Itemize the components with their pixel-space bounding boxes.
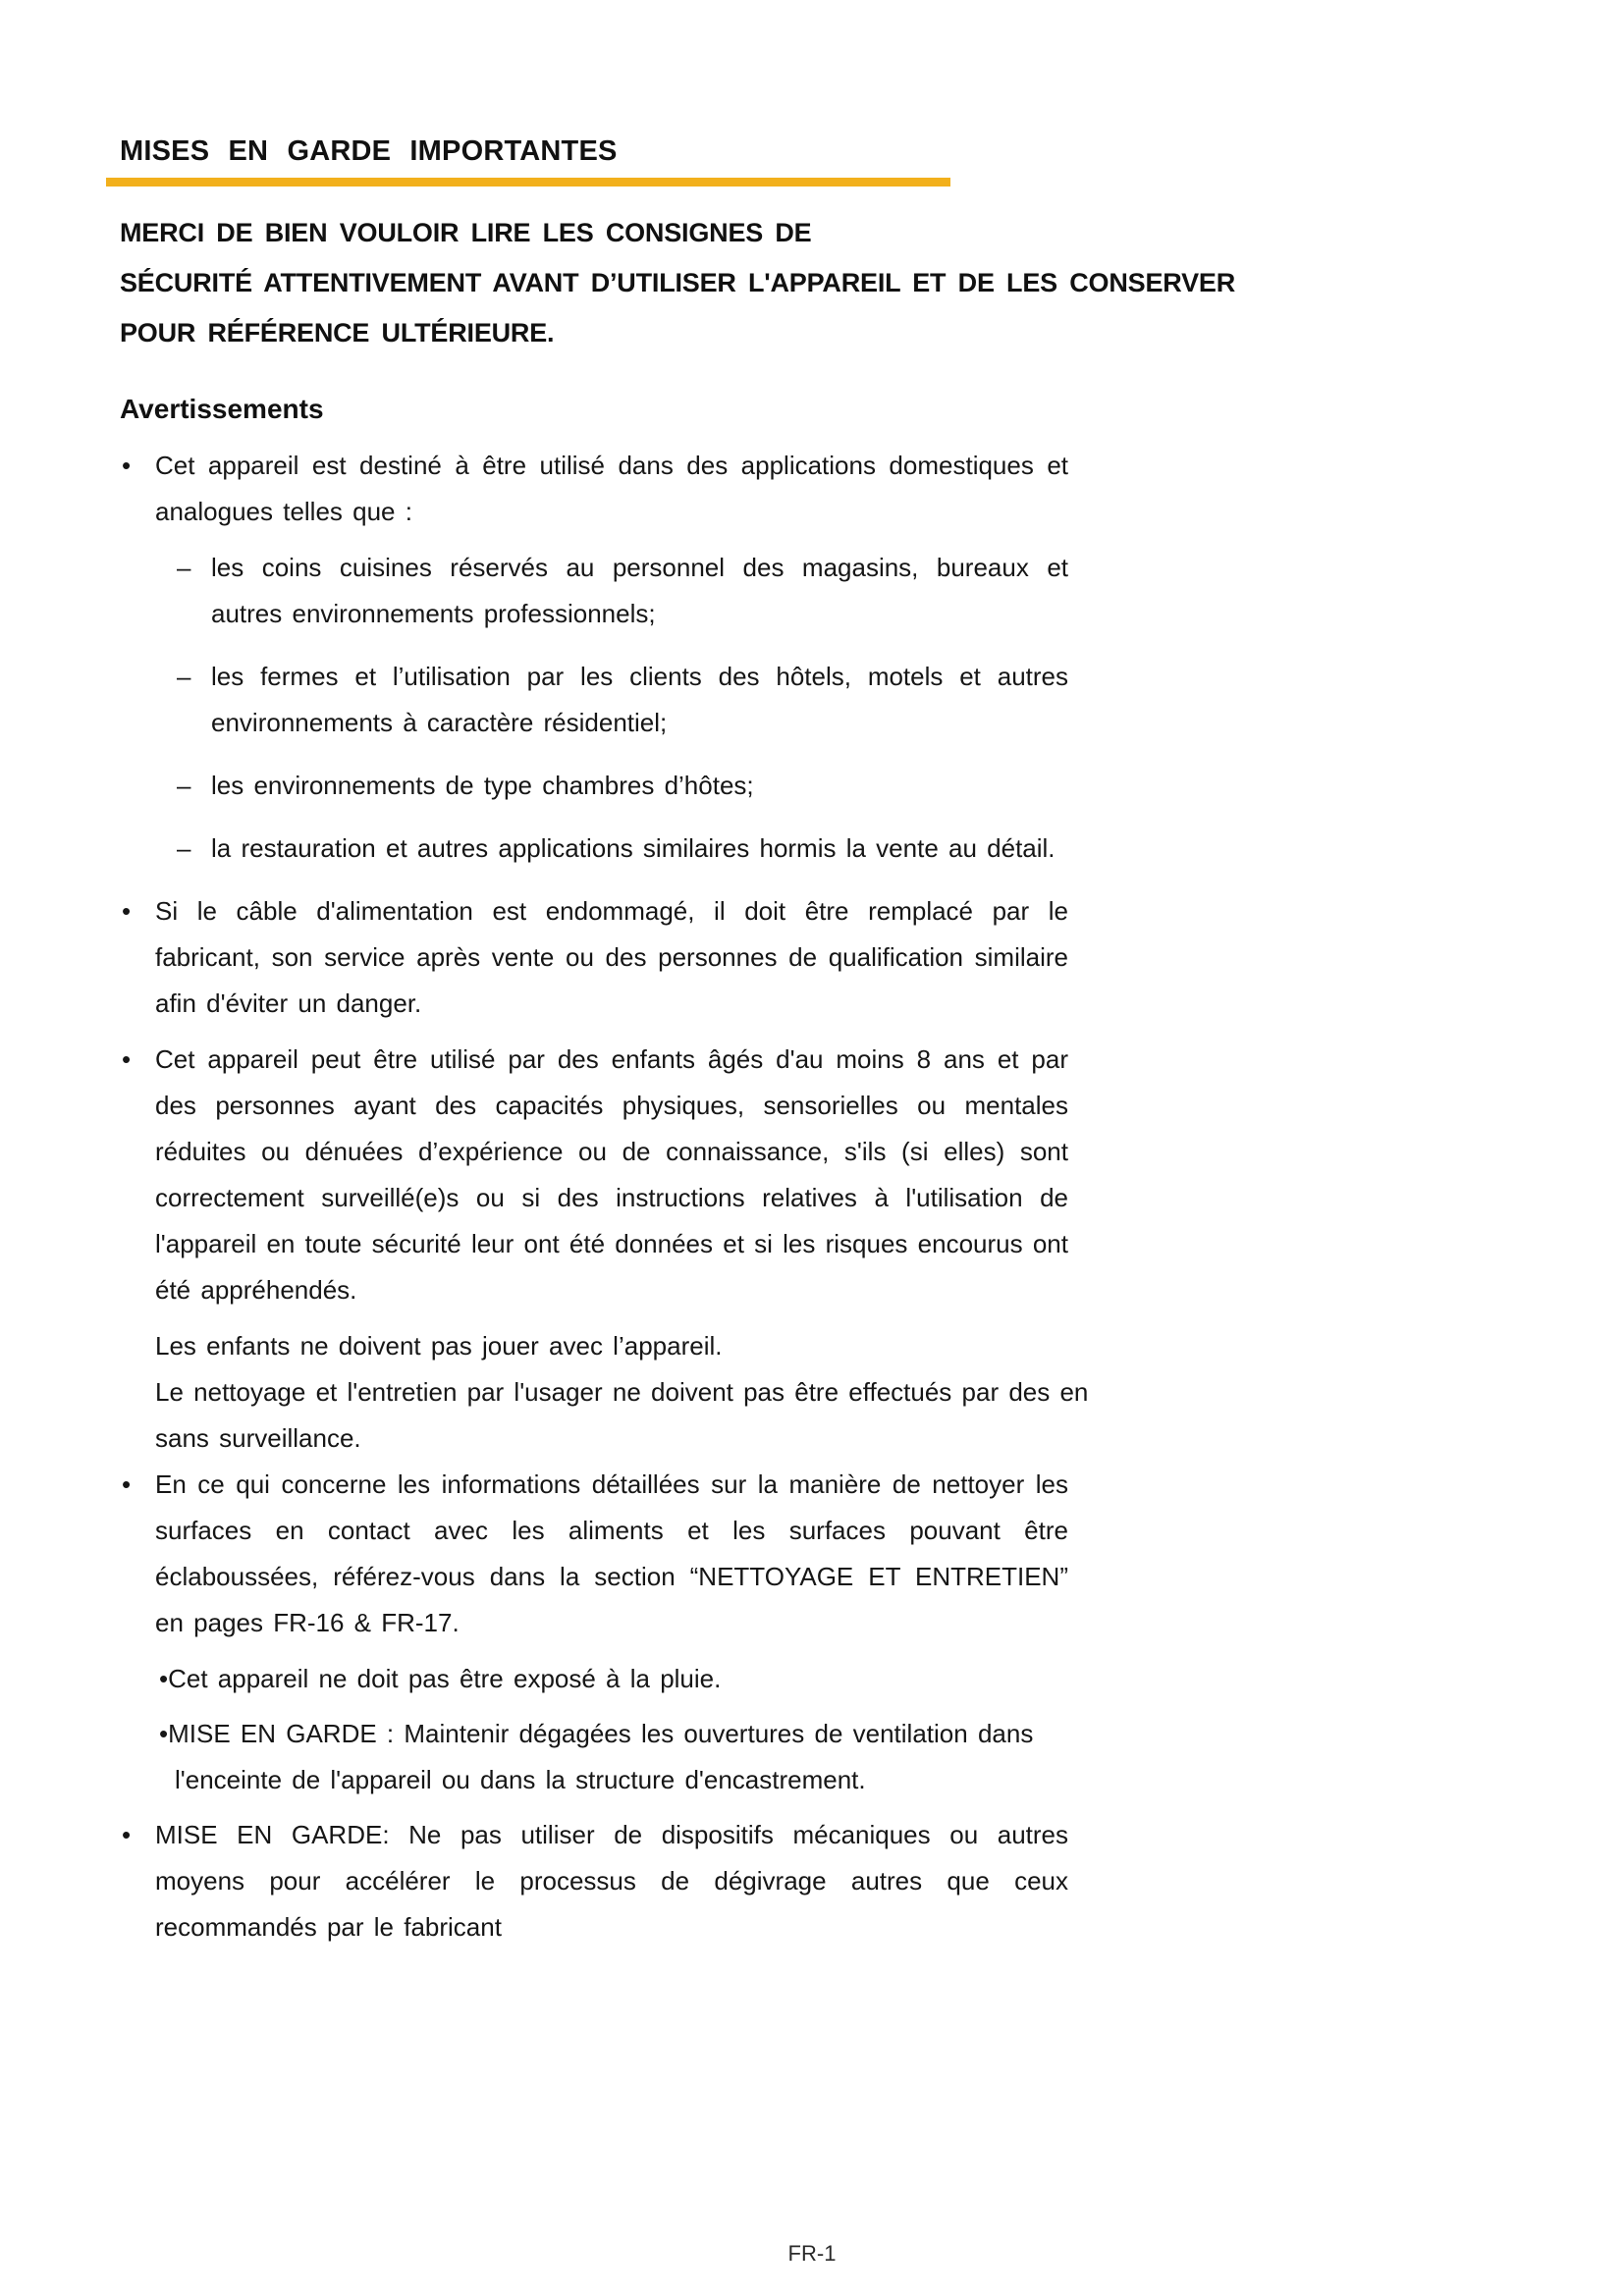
list-item <box>120 1037 1068 1313</box>
page-number: FR-1 <box>787 2241 837 2266</box>
dash-marker: – <box>177 771 191 800</box>
item-text: MISE EN GARDE: Ne pas utiliser de dispositifs mécaniques ou autres moyens pour accélérer le processus de dégivrage autres que ceux recommandés par le fabricant <box>155 1820 1068 1942</box>
title-accent-rule <box>106 178 950 187</box>
bullet-marker: • <box>122 896 132 926</box>
list-item-continuation <box>120 1369 1089 1415</box>
intro-paragraph <box>120 208 1236 358</box>
item-text: En ce qui concerne les informations détaillées sur la manière de nettoyer les surfaces en contact avec les aliments et les surfaces pouvant être éclaboussées, référez-vous dans la section “NETTOYAGE ET ENTRETIEN” en pages FR-16 & FR-17. <box>155 1469 1068 1637</box>
list-item <box>140 1711 1068 1803</box>
list-item <box>120 1462 1068 1646</box>
bullet-marker: • <box>122 1820 132 1849</box>
bullet-marker: • <box>122 1044 132 1074</box>
item-text: Cet appareil peut être utilisé par des enfants âgés d'au moins 8 ans et par des personnes ayant des capacités physiques, sensorielles ou mentales réduites ou dénuées d’expérience ou de connaissance, s'ils (si elles) sont correctement surveillé(e)s ou si des instructions relatives à l'utilisation de l'appareil en toute sécurité leur ont été données et si les risques encourus ont été appréhendés. <box>155 1044 1068 1305</box>
document-title: MISES EN GARDE IMPORTANTES <box>120 135 618 167</box>
item-text: Cet appareil est destiné à être utilisé dans des applications domestiques et analogues telles que : <box>155 451 1068 526</box>
intro-line: MERCI DE BIEN VOULOIR LIRE LES CONSIGNES DE <box>120 218 812 247</box>
bullet-marker: • <box>122 451 132 480</box>
item-text: Les enfants ne doivent pas jouer avec l’appareil. <box>155 1331 723 1361</box>
dash-marker: – <box>177 553 191 582</box>
item-text: les environnements de type chambres d’hôtes; <box>211 771 754 800</box>
list-item <box>177 826 1068 872</box>
list-item <box>177 654 1068 746</box>
item-text: MISE EN GARDE : Maintenir dégagées les ouvertures de ventilation dans l'enceinte de l'appareil ou dans la structure d'encastrement. <box>168 1719 1034 1794</box>
item-text: sans surveillance. <box>155 1423 361 1453</box>
item-text: Le nettoyage et l'entretien par l'usager ne doivent pas être effectués par des en <box>155 1377 1089 1407</box>
list-item-continuation <box>120 1323 1068 1369</box>
list-item <box>140 1656 1068 1702</box>
intro-line: POUR RÉFÉRENCE ULTÉRIEURE. <box>120 318 555 347</box>
dash-marker: – <box>177 662 191 691</box>
list-item-continuation <box>120 1415 1068 1462</box>
bullet-marker: • <box>159 1719 169 1748</box>
list-item <box>177 763 1068 809</box>
item-text: Cet appareil ne doit pas être exposé à la pluie. <box>168 1664 722 1693</box>
item-text: les coins cuisines réservés au personnel des magasins, bureaux et autres environnements professionnels; <box>211 553 1068 628</box>
list-item <box>120 443 1068 535</box>
bullet-marker: • <box>122 1469 132 1499</box>
list-item <box>120 1812 1068 1950</box>
item-text: la restauration et autres applications similaires hormis la vente au détail. <box>211 833 1056 863</box>
list-item <box>177 545 1068 637</box>
section-heading-avertissements: Avertissements <box>120 394 324 424</box>
item-text: Si le câble d'alimentation est endommagé, il doit être remplacé par le fabricant, son service après vente ou des personnes de qualification similaire afin d'éviter un danger. <box>155 896 1068 1018</box>
warnings-list <box>120 443 1089 1950</box>
item-text: les fermes et l’utilisation par les clients des hôtels, motels et autres environnements à caractère résidentiel; <box>211 662 1068 737</box>
list-item <box>120 888 1068 1027</box>
dash-marker: – <box>177 833 191 863</box>
intro-line: SÉCURITÉ ATTENTIVEMENT AVANT D’UTILISER L'APPAREIL ET DE LES CONSERVER <box>120 268 1236 297</box>
bullet-marker: • <box>159 1664 169 1693</box>
